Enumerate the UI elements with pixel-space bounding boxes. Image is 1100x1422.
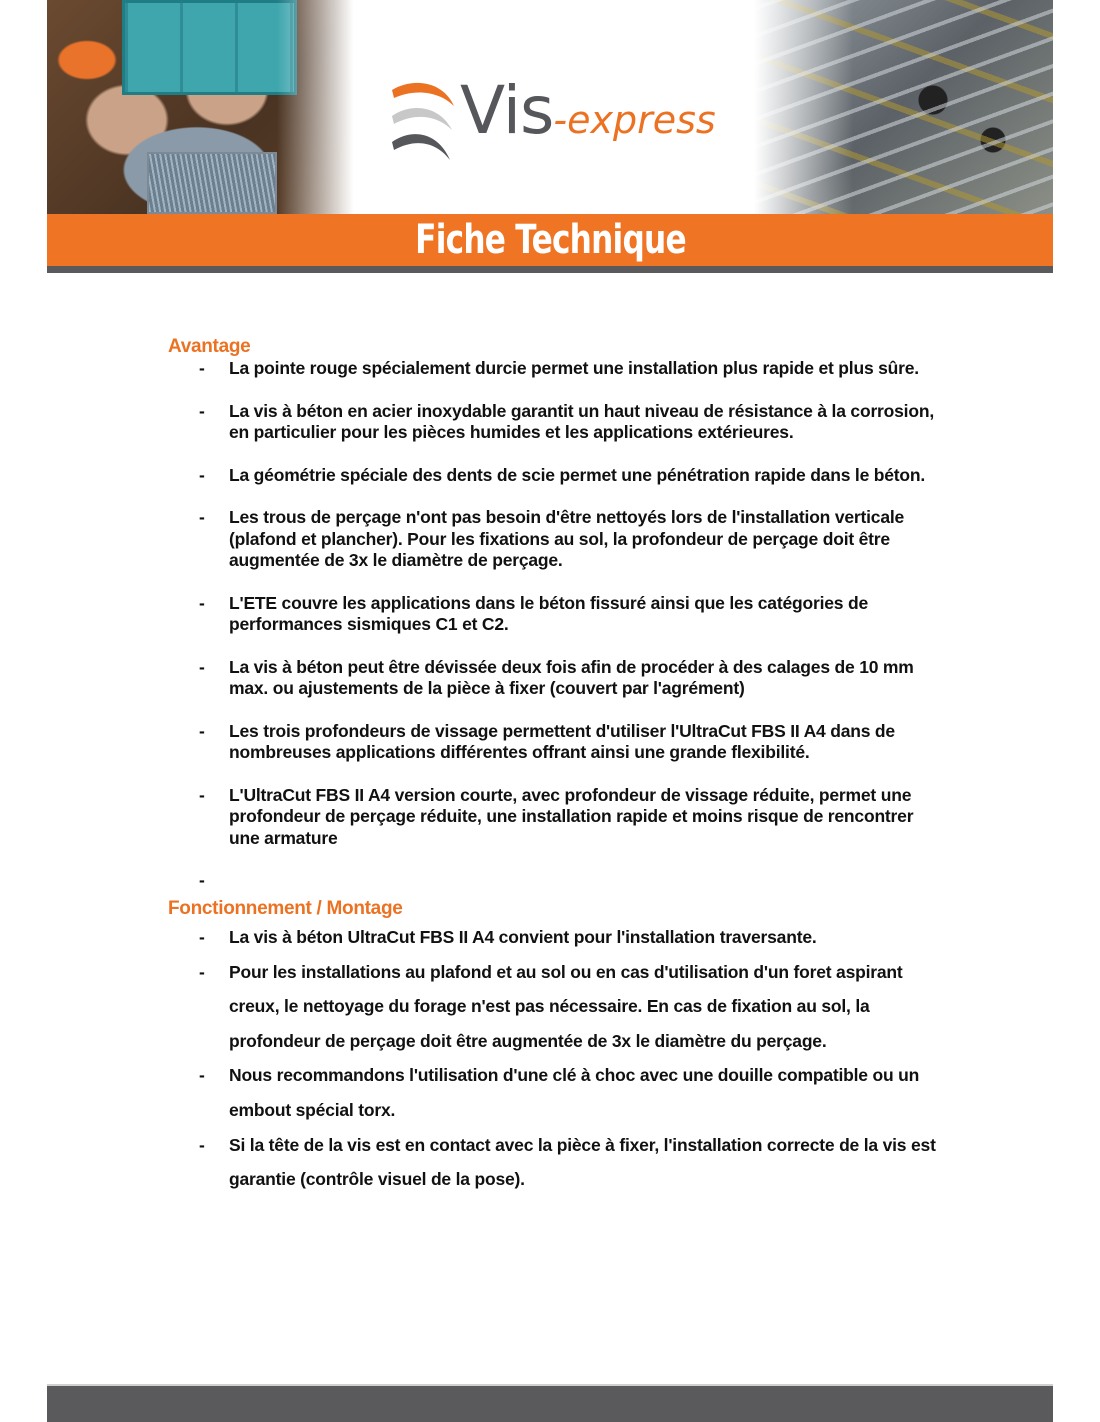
section-fonctionnement-montage [168,898,948,1197]
list-item: - La vis à béton UltraCut FBS II A4 convient pour l'installation traversante. [168,920,948,955]
bullet-dash: - [199,592,205,613]
bullet-dash: - [199,656,205,677]
list-item: - Les trois profondeurs de vissage permettent d'utiliser l'UltraCut FBS II A4 dans de nombreuses applications différentes offrant ainsi une grande flexibilité. [199,720,895,762]
document-body [168,336,948,1197]
logo-word-vis: Vis [460,72,554,149]
bullet-dash: - [199,1065,205,1086]
title-banner [47,214,1053,266]
vis-express-logo [390,72,730,162]
list-item-empty [168,870,948,892]
screw-organizer-box [122,0,297,95]
list-item: - La pointe rouge spécialement durcie permet une installation plus rapide et plus sûre. [199,358,919,378]
logo-word-express: -express [553,98,716,142]
list-item: - Les trous de perçage n'ont pas besoin d'être nettoyés lors de l'installation verticale (plafond et plancher). Pour les fixations au sol, la profondeur de perçage doit être augmentée de 3x le diamètre de perçage. [199,507,905,570]
list-item: - Nous recommandons l'utilisation d'une clé à choc avec une douille compatible ou un embout spécial torx. [168,1058,948,1127]
list-item: - Si la tête de la vis est en contact avec la pièce à fixer, l'installation correcte de la vis est garantie (contrôle visuel de la pose). [168,1128,948,1197]
list-item: - L'ETE couvre les applications dans le béton fissuré ainsi que les catégories de performances sismiques C1 et C2. [199,592,868,634]
section-title: Fonctionnement / Montage [168,898,403,919]
bullet-dash: - [199,400,205,421]
banner-divider [47,266,1053,273]
list-item: - La géométrie spéciale des dents de scie permet une pénétration rapide dans le béton. [199,464,926,485]
hands-sorting-screws-photo [47,0,367,214]
advantage-list [168,358,948,892]
bullet-dash: - [199,358,205,378]
bullet-dash: - [199,870,205,890]
list-item: - La vis à béton en acier inoxydable garantit un haut niveau de résistance à la corrosion, en particulier pour les pièces humides et les applications extérieures. [199,400,934,442]
screw-tray [147,152,277,214]
bullet-dash: - [199,720,205,741]
section-avantage [168,336,948,892]
bullet-dash: - [199,961,205,982]
list-item: - L'UltraCut FBS II A4 version courte, avec profondeur de vissage réduite, permet une profondeur de perçage réduite, une installation rapide et moins risque de rencontrer une armature [199,784,914,848]
page-title: Fiche Technique [414,217,686,263]
section-title: Avantage [168,336,251,357]
bullet-dash: - [199,1134,205,1155]
bullet-dash: - [199,464,205,485]
pile-of-screws-photo [743,0,1053,214]
footer-bar [47,1384,1053,1422]
logo-swoosh-icon [390,76,458,162]
list-item: - Pour les installations au plafond et au sol ou en cas d'utilisation d'un foret aspirant creux, le nettoyage du forage n'est pas nécessaire. En cas de fixation au sol, la profondeur de perçage doit être augmentée de 3x le diamètre du perçage. [168,955,948,1059]
montage-list [168,920,948,1197]
bullet-dash: - [199,784,205,805]
list-item: - La vis à béton peut être dévissée deux fois afin de procéder à des calages de 10 mm max. ou ajustements de la pièce à fixer (couvert par l'agrément) [199,656,914,698]
bullet-dash: - [199,927,205,947]
bullet-dash: - [199,507,205,527]
